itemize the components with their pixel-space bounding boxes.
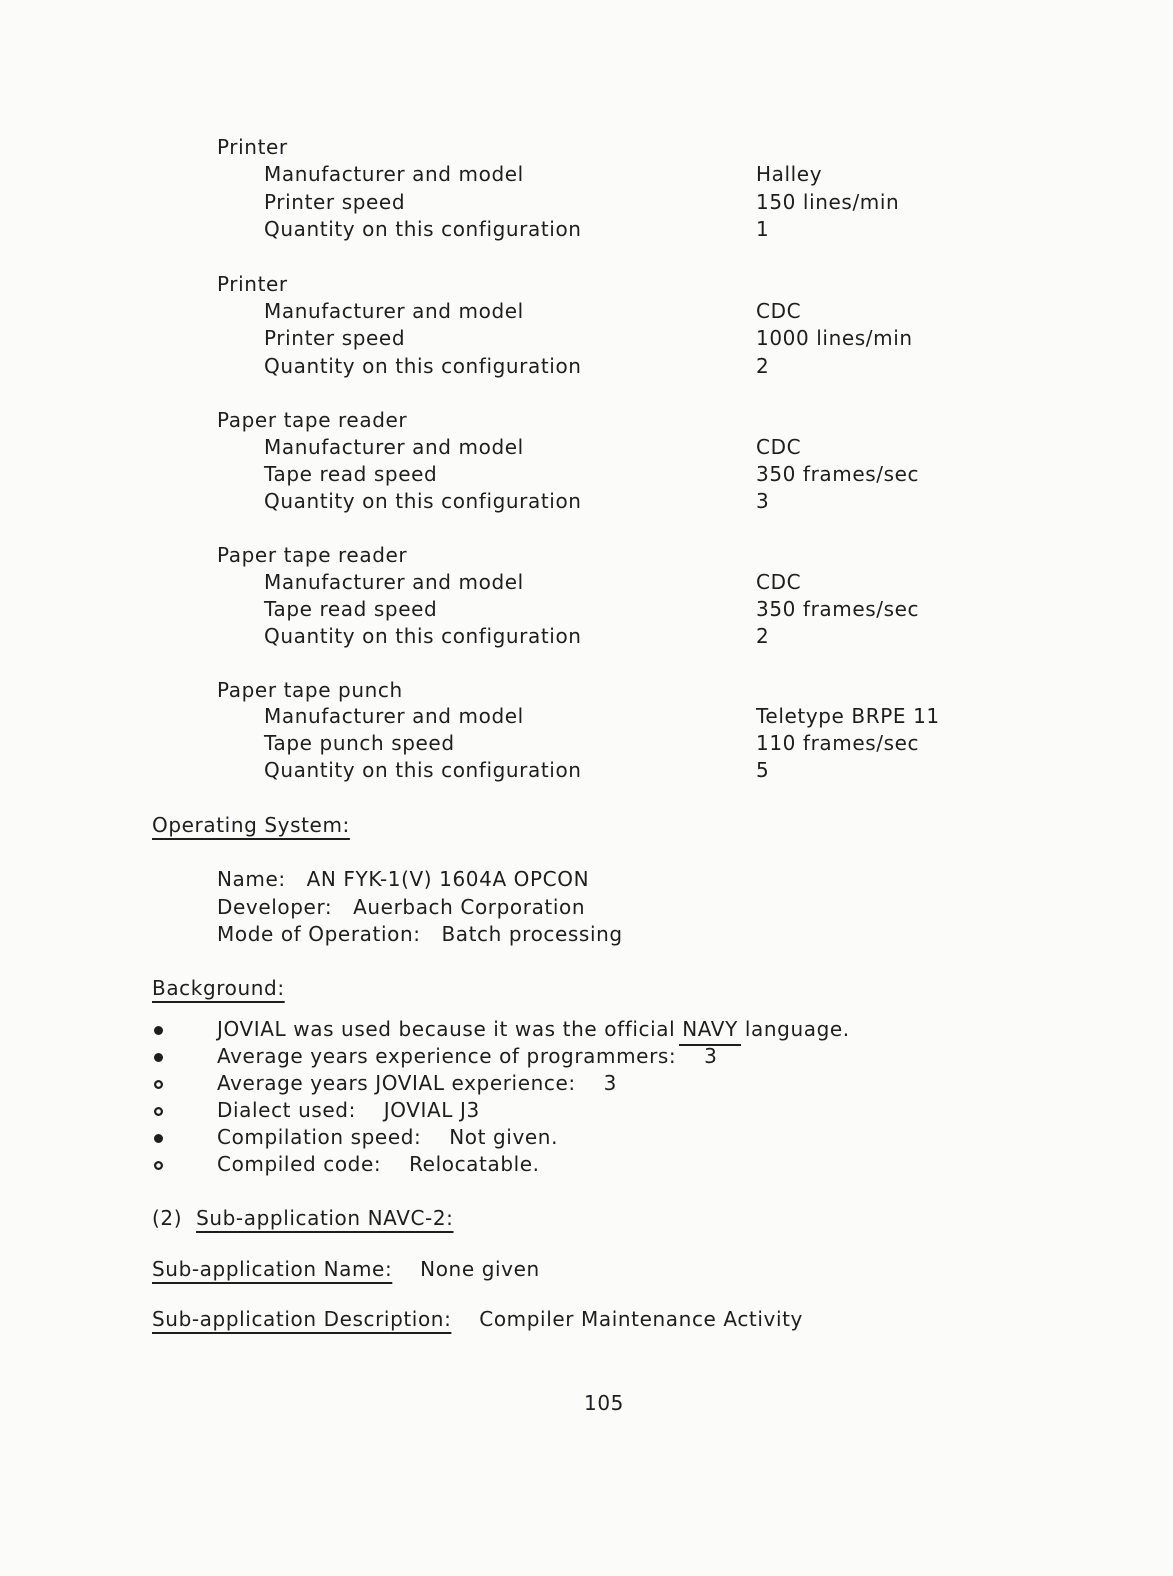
device-title: Paper tape punch — [217, 678, 403, 702]
device-label: Tape punch speed — [264, 731, 455, 755]
device-value: 2 — [756, 624, 770, 648]
sub-application-desc-value: Compiler Maintenance Activity — [479, 1307, 803, 1331]
device-value: 110 frames/sec — [756, 731, 920, 755]
background-item-value: Relocatable. — [409, 1152, 540, 1176]
bullet-icon — [154, 1080, 163, 1089]
bullet-icon — [154, 1134, 163, 1143]
device-value: CDC — [756, 570, 802, 594]
device-value: Teletype BRPE 11 — [756, 704, 940, 728]
background-item-label: Compilation speed: — [217, 1125, 422, 1149]
background-item-label: Average years JOVIAL experience: — [217, 1071, 576, 1095]
sub-application-desc-row — [152, 1307, 803, 1331]
background-item-text: language. — [737, 1017, 850, 1041]
device-value: CDC — [756, 299, 802, 323]
sub-application-heading: Sub-application NAVC-2: — [196, 1206, 454, 1230]
os-name-value: AN FYK-1(V) 1604A OPCON — [306, 867, 590, 891]
device-title: Printer — [217, 135, 288, 159]
os-name-row — [217, 867, 589, 891]
bullet-icon — [154, 1107, 163, 1116]
device-label: Quantity on this configuration — [264, 489, 582, 513]
background-item-value: 3 — [603, 1071, 617, 1095]
operating-system-heading: Operating System: — [152, 813, 350, 837]
device-value: 1 — [756, 217, 770, 241]
background-item — [217, 1017, 850, 1041]
background-item-value: Not given. — [449, 1125, 559, 1149]
sub-application-heading-row — [152, 1206, 454, 1230]
device-title: Printer — [217, 272, 288, 296]
device-label: Printer speed — [264, 326, 406, 350]
device-title: Paper tape reader — [217, 408, 408, 432]
os-developer-value: Auerbach Corporation — [353, 895, 586, 919]
device-label: Manufacturer and model — [264, 704, 524, 728]
device-value: 350 frames/sec — [756, 597, 920, 621]
background-item-label: Compiled code: — [217, 1152, 382, 1176]
device-value: 150 lines/min — [756, 190, 900, 214]
sub-application-name-value: None given — [420, 1257, 540, 1281]
background-item-label: Average years experience of programmers: — [217, 1044, 677, 1068]
device-label: Manufacturer and model — [264, 570, 524, 594]
device-label: Printer speed — [264, 190, 406, 214]
bullet-icon — [154, 1053, 163, 1062]
device-label: Quantity on this configuration — [264, 217, 582, 241]
background-heading: Background: — [152, 976, 285, 1000]
device-label: Quantity on this configuration — [264, 354, 582, 378]
device-value: Halley — [756, 162, 823, 186]
background-item-label: Dialect used: — [217, 1098, 356, 1122]
device-label: Manufacturer and model — [264, 299, 524, 323]
sub-application-name-row — [152, 1257, 540, 1281]
device-label: Quantity on this configuration — [264, 758, 582, 782]
navy-text: NAVY — [682, 1017, 738, 1041]
background-item — [217, 1125, 558, 1149]
device-value: 3 — [756, 489, 770, 513]
os-mode-label: Mode of Operation: — [217, 922, 421, 946]
background-item-text: JOVIAL was used because it was the official — [217, 1017, 683, 1041]
device-value: CDC — [756, 435, 802, 459]
device-label: Tape read speed — [264, 597, 438, 621]
device-label: Tape read speed — [264, 462, 438, 486]
bullet-icon — [154, 1026, 163, 1035]
device-label: Manufacturer and model — [264, 162, 524, 186]
device-title: Paper tape reader — [217, 543, 408, 567]
background-item — [217, 1098, 480, 1122]
os-name-label: Name: — [217, 867, 286, 891]
device-label: Manufacturer and model — [264, 435, 524, 459]
device-value: 1000 lines/min — [756, 326, 913, 350]
os-mode-value: Batch processing — [441, 922, 623, 946]
os-developer-row — [217, 895, 585, 919]
sub-application-name-label: Sub-application Name: — [152, 1257, 393, 1281]
page-number: 105 — [584, 1391, 624, 1415]
background-item — [217, 1044, 717, 1068]
device-value: 5 — [756, 758, 770, 782]
os-mode-row — [217, 922, 623, 946]
background-item-value: JOVIAL J3 — [383, 1098, 480, 1122]
background-item-value: 3 — [704, 1044, 718, 1068]
bullet-icon — [154, 1161, 163, 1170]
os-developer-label: Developer: — [217, 895, 333, 919]
sub-application-desc-label: Sub-application Description: — [152, 1307, 452, 1331]
background-item — [217, 1152, 540, 1176]
background-item — [217, 1071, 617, 1095]
device-value: 350 frames/sec — [756, 462, 920, 486]
device-value: 2 — [756, 354, 770, 378]
device-label: Quantity on this configuration — [264, 624, 582, 648]
sub-application-number: (2) — [152, 1206, 183, 1230]
